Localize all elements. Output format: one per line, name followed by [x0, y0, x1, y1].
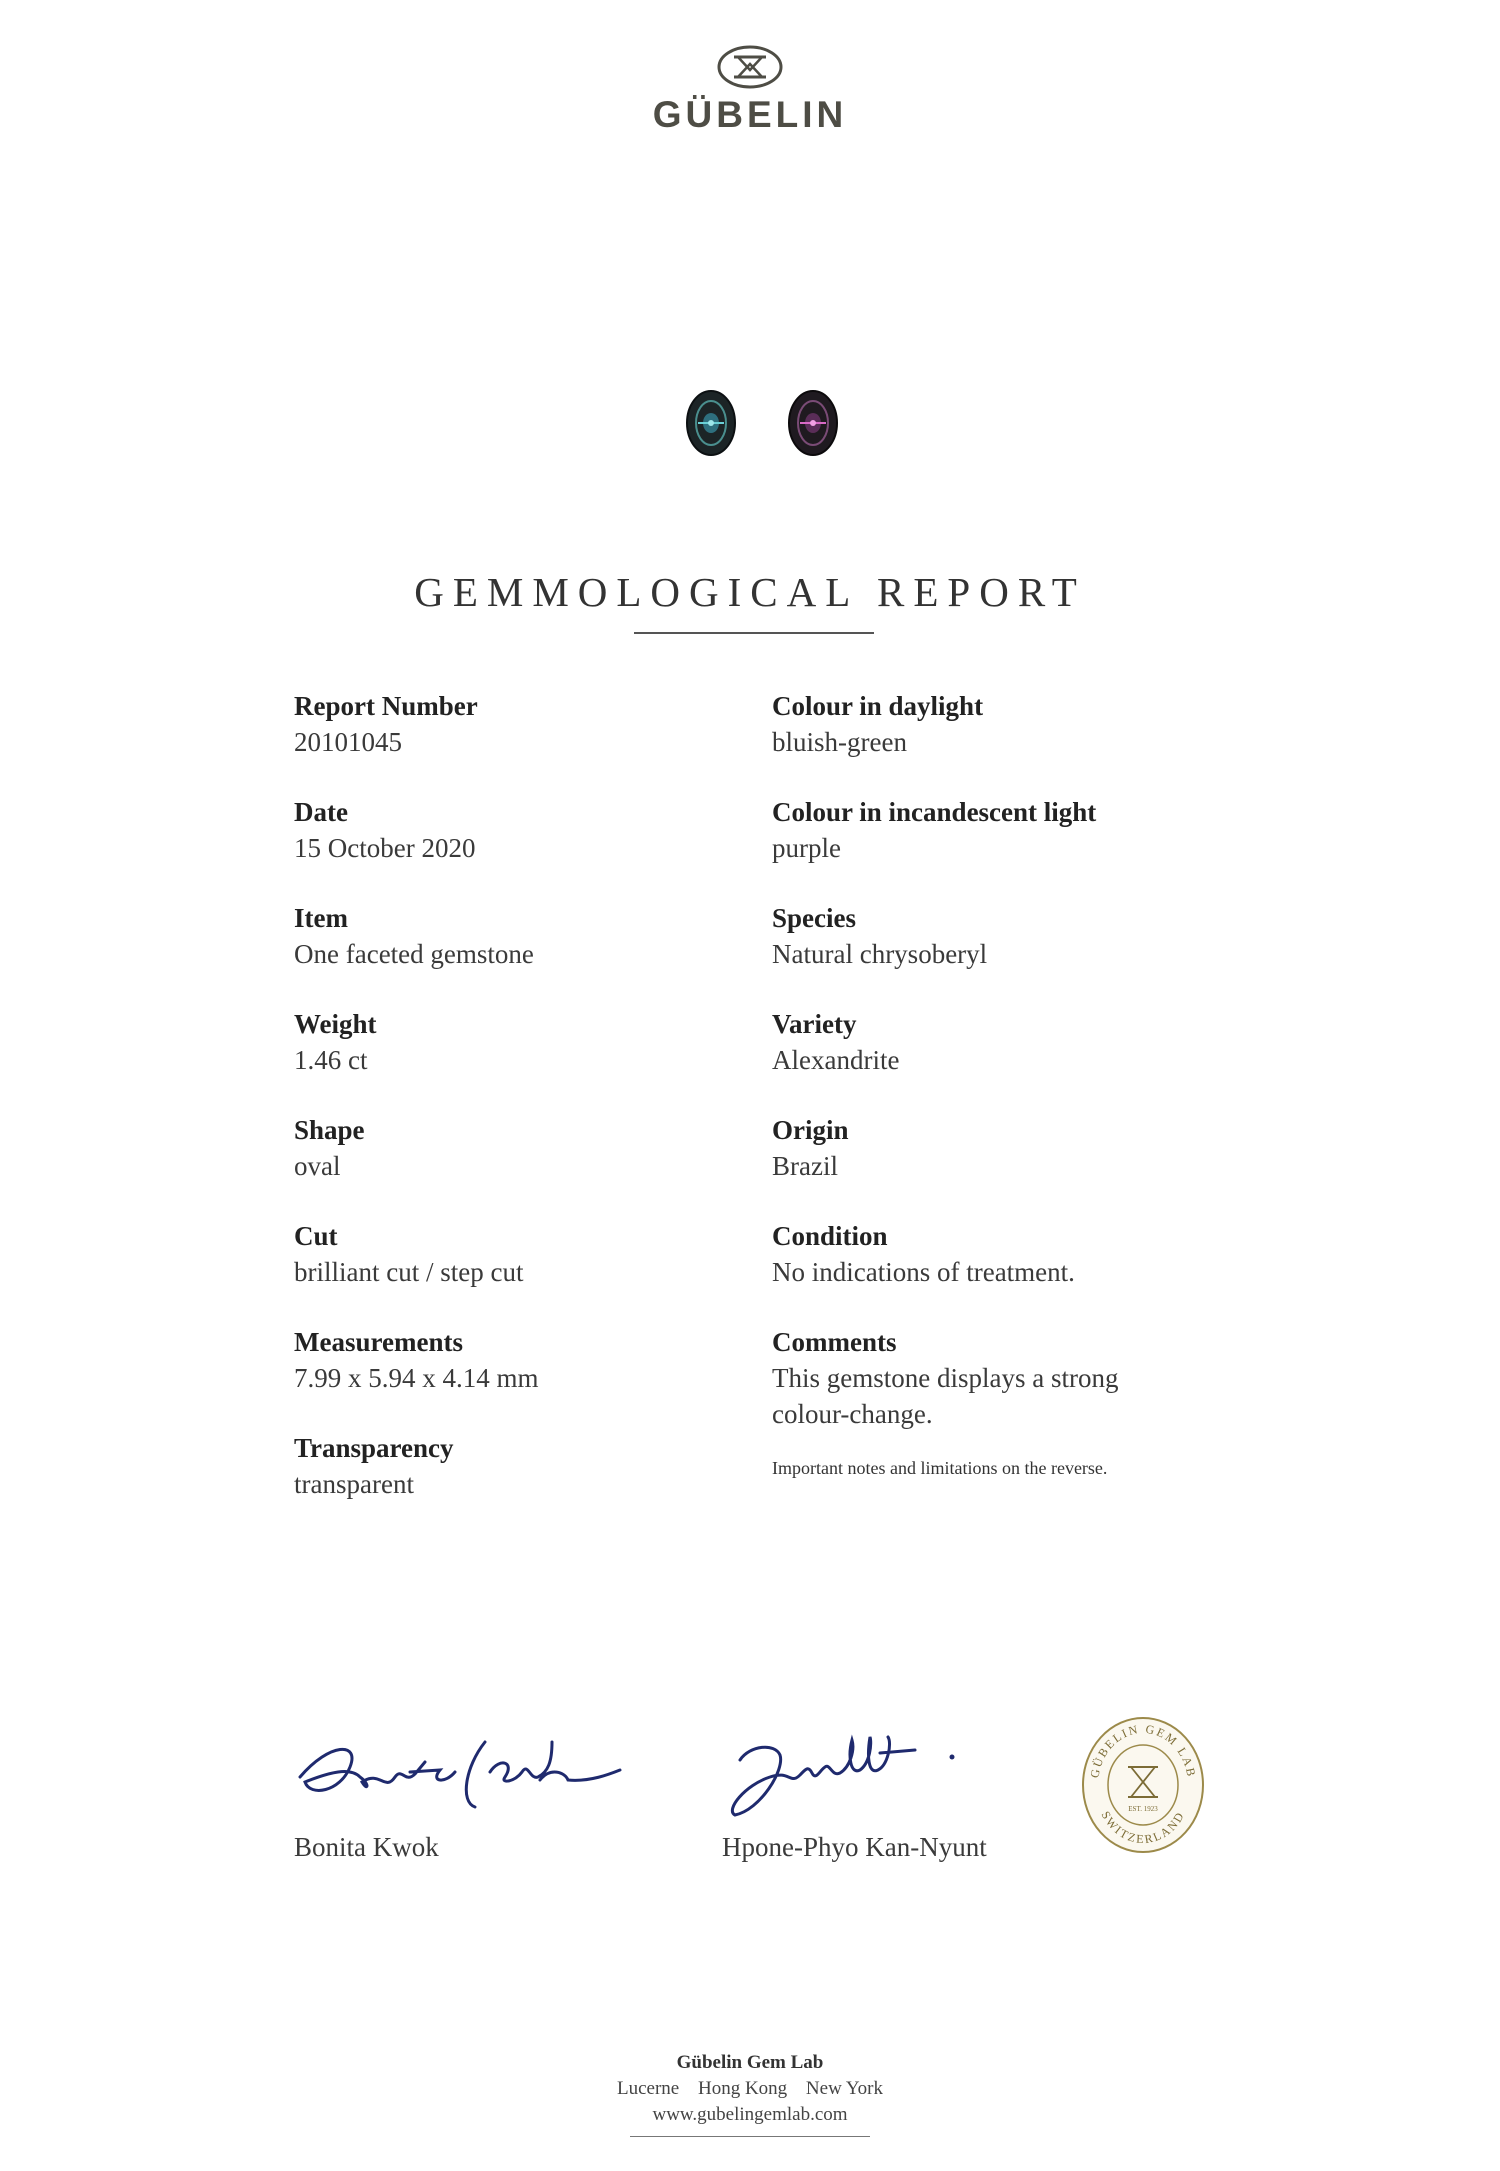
field-shape [294, 1112, 754, 1218]
field-value: 20101045 [294, 727, 402, 757]
reverse-notes-text: Important notes and limitations on the reverse. [772, 1458, 1108, 1478]
signature-hpone-phyo [720, 1715, 980, 1825]
field-condition [772, 1218, 1332, 1324]
field-value: One faceted gemstone [294, 939, 534, 969]
field-label: Origin [772, 1115, 849, 1145]
field-species [772, 900, 1332, 1006]
field-variety [772, 1006, 1332, 1112]
field-label: Report Number [294, 691, 478, 721]
header-logo [0, 44, 1500, 136]
seal-est: EST. 1923 [1128, 1805, 1158, 1813]
seal-text-bottom: SWITZERLAND [1098, 1808, 1188, 1847]
field-value: transparent [294, 1469, 414, 1499]
field-label: Comments [772, 1327, 897, 1357]
field-label: Species [772, 903, 856, 933]
field-value: Alexandrite [772, 1045, 900, 1075]
field-label: Variety [772, 1009, 857, 1039]
field-value: purple [772, 833, 841, 863]
oval-gem-purple-icon [786, 388, 840, 458]
field-value: This gemstone displays a strong [772, 1363, 1119, 1393]
seal-text-top: GÜBELIN GEM LAB [1087, 1721, 1199, 1780]
field-label: Shape [294, 1115, 365, 1145]
footer-cities [0, 2076, 1500, 2102]
field-colour-daylight [772, 688, 1332, 794]
field-value: 15 October 2020 [294, 833, 476, 863]
oval-gem-bluish-green-icon [684, 388, 738, 458]
field-value: 7.99 x 5.94 x 4.14 mm [294, 1363, 539, 1393]
field-value: colour-change. [772, 1399, 933, 1429]
field-weight [294, 1006, 754, 1112]
field-colour-incandescent [772, 794, 1332, 900]
footer [0, 2050, 1500, 2137]
hourglass-emblem-icon [716, 44, 784, 90]
brand-name: GÜBELIN [652, 94, 848, 135]
field-label: Item [294, 903, 348, 933]
footer-city: Hong Kong [697, 2078, 788, 2099]
field-label: Cut [294, 1221, 338, 1251]
field-value: Natural chrysoberyl [772, 939, 988, 969]
field-label: Condition [772, 1221, 888, 1251]
signature-bonita-kwok [290, 1722, 630, 1822]
footer-city: Lucerne [616, 2078, 680, 2099]
field-date [294, 794, 754, 900]
field-value: oval [294, 1151, 341, 1181]
field-comments [772, 1324, 1332, 1432]
field-label: Transparency [294, 1433, 454, 1463]
field-value: bluish-green [772, 727, 907, 757]
field-report-number [294, 688, 754, 794]
field-item [294, 900, 754, 1006]
footer-website-link[interactable]: www.gubelingemlab.com [652, 2104, 848, 2125]
report-fields-left [294, 688, 754, 1536]
signer-name-2: Hpone-Phyo Kan-Nyunt [722, 1832, 987, 1862]
field-label: Colour in incandescent light [772, 797, 1097, 827]
gem-photographs [0, 388, 1500, 458]
field-label: Date [294, 797, 348, 827]
footer-divider [630, 2136, 870, 2137]
field-transparency [294, 1430, 754, 1536]
field-value: Brazil [772, 1151, 838, 1181]
report-title: GEMMOLOGICAL REPORT [414, 569, 1086, 615]
field-value: 1.46 ct [294, 1045, 368, 1075]
field-cut [294, 1218, 754, 1324]
gubelin-gem-lab-seal-icon [1080, 1715, 1206, 1855]
footer-city: New York [805, 2078, 883, 2099]
field-measurements [294, 1324, 754, 1430]
field-value: No indications of treatment. [772, 1257, 1075, 1287]
field-value: brilliant cut / step cut [294, 1257, 524, 1287]
field-label: Measurements [294, 1327, 463, 1357]
report-fields-right [772, 688, 1332, 1479]
field-origin [772, 1112, 1332, 1218]
title-divider [634, 632, 874, 634]
signer-name-1: Bonita Kwok [294, 1832, 439, 1862]
footer-org-name: Gübelin Gem Lab [676, 2052, 824, 2073]
field-label: Weight [294, 1009, 377, 1039]
field-label: Colour in daylight [772, 691, 984, 721]
